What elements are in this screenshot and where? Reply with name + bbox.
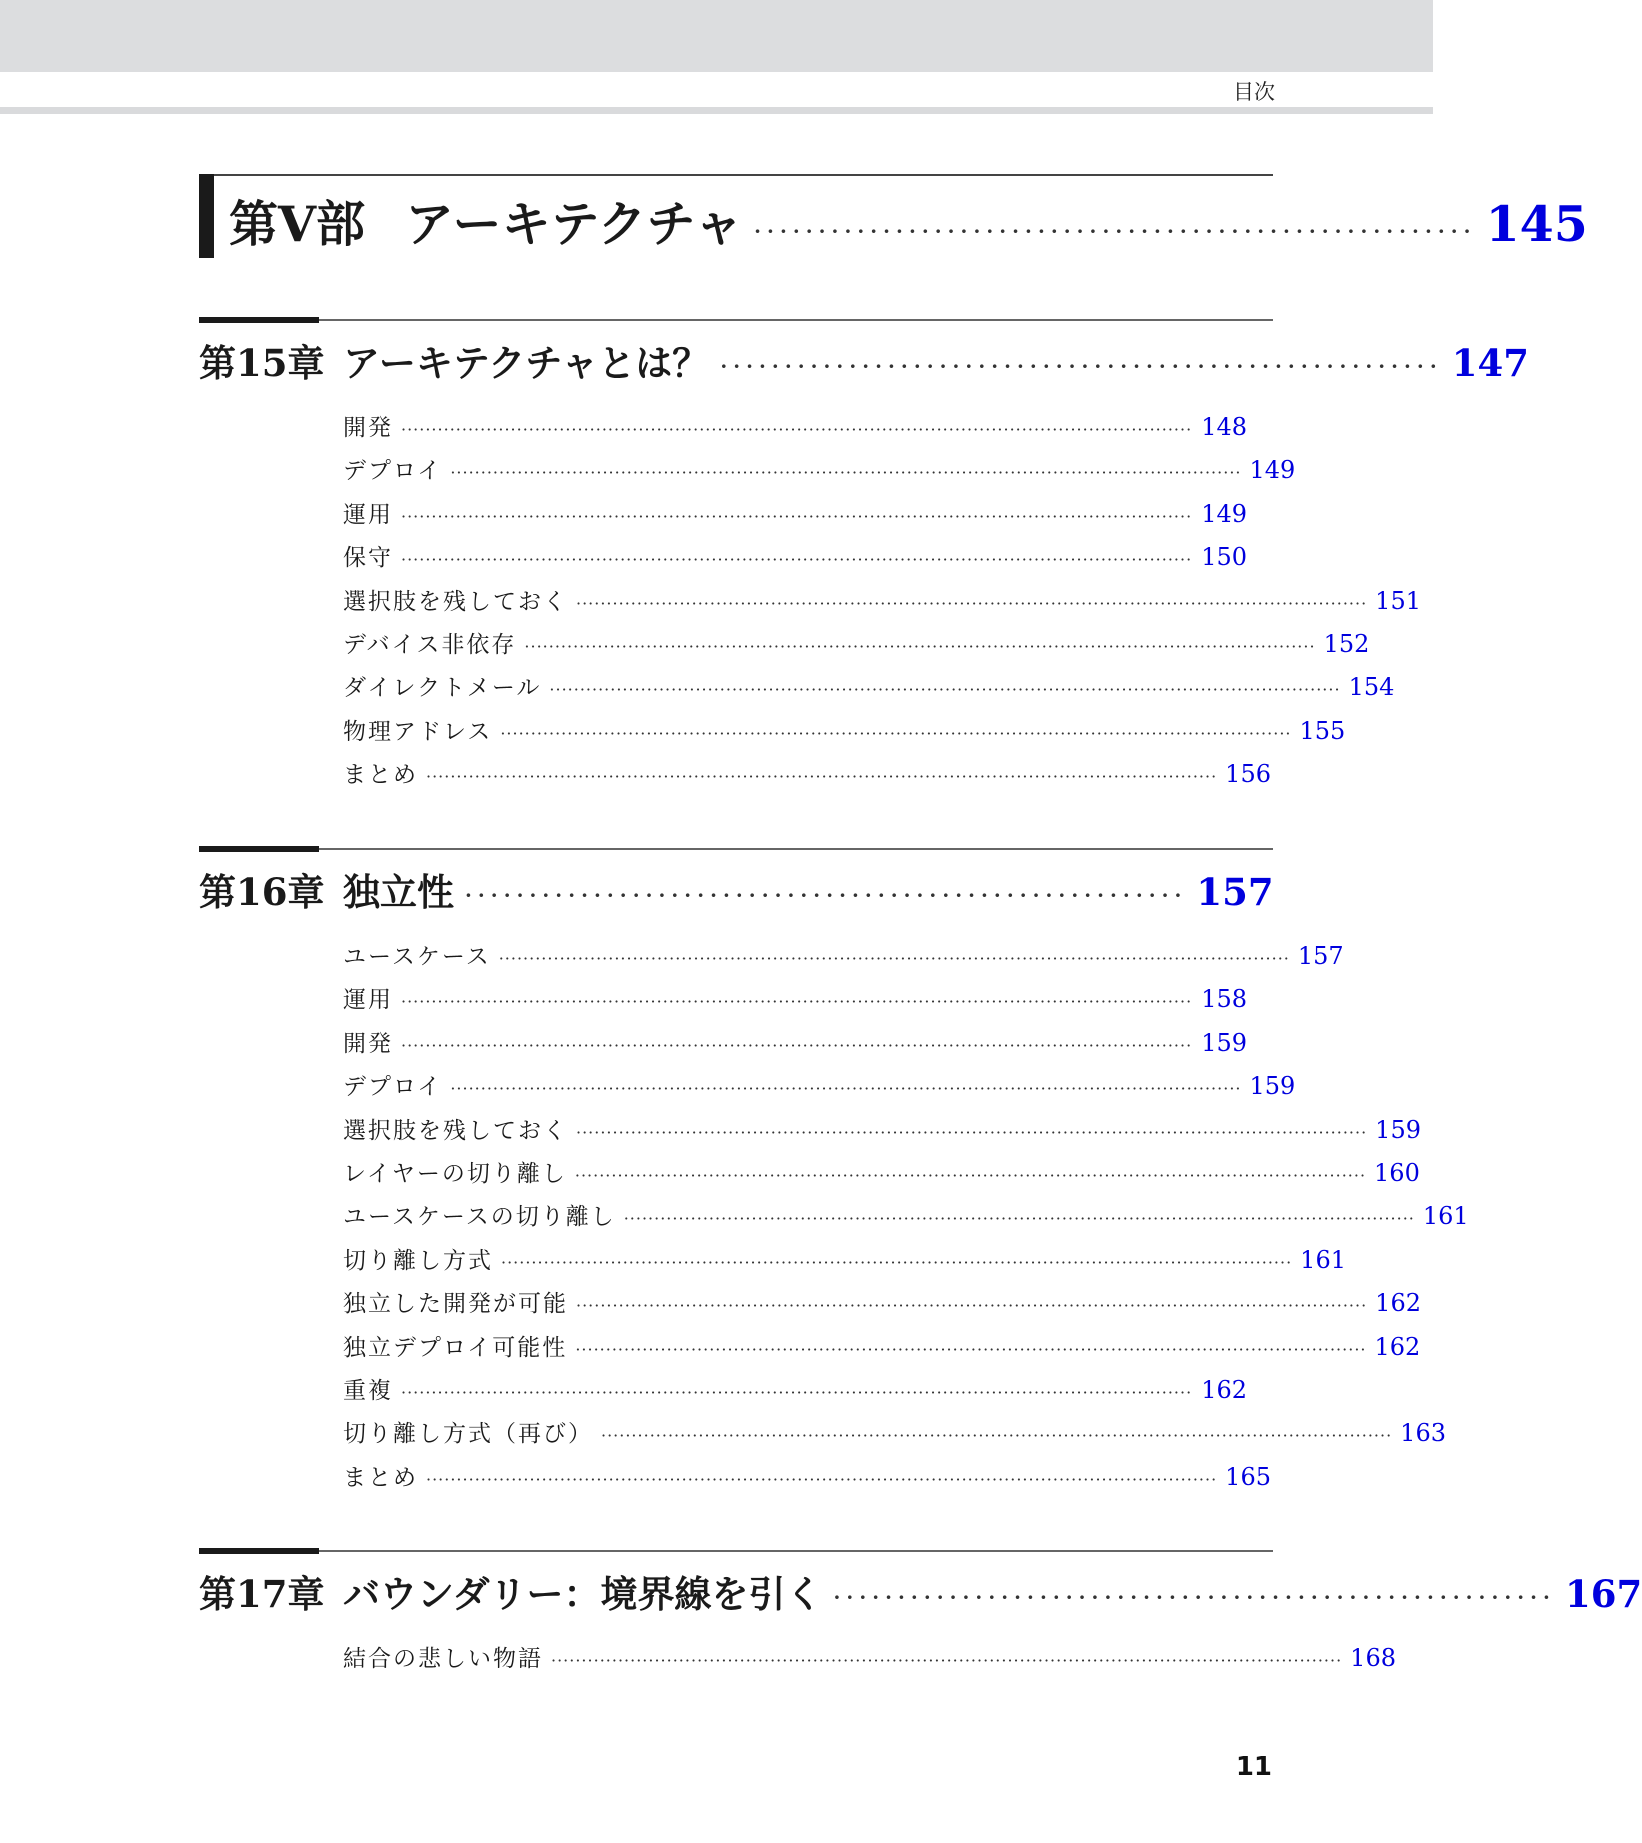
toc-entry[interactable]	[343, 1640, 1396, 1683]
chapter-rule	[199, 319, 1273, 321]
toc-entry[interactable]	[343, 1155, 1420, 1198]
part-rule	[199, 174, 1273, 176]
page-number: 11	[1235, 1752, 1272, 1782]
toc-entry[interactable]	[343, 981, 1247, 1024]
entry-page: 158	[1201, 985, 1247, 1014]
entry-page: 159	[1375, 1115, 1421, 1144]
entry-title: 重複	[343, 1377, 393, 1404]
chapter-page: 157	[1196, 870, 1274, 914]
leader-dots: ··································································································································	[601, 1426, 1393, 1446]
entry-page: 149	[1201, 499, 1247, 528]
entry-page: 155	[1299, 716, 1346, 745]
entry-page: 154	[1348, 673, 1395, 702]
leader-dots: ··································································································································	[450, 463, 1242, 483]
entry-title: 独立デプロイ可能性	[343, 1334, 568, 1361]
toc-entry[interactable]	[343, 539, 1247, 582]
entry-title: ユースケースの切り離し	[343, 1204, 616, 1231]
toc-entry[interactable]	[343, 1372, 1247, 1415]
toc-entry[interactable]	[343, 1459, 1271, 1502]
entry-page: 150	[1201, 543, 1247, 572]
entry-title: 運用	[343, 987, 393, 1014]
leader-dots: ··································································································································	[549, 680, 1341, 700]
entry-page: 162	[1374, 1332, 1421, 1361]
entry-title: デプロイ	[343, 1074, 443, 1101]
entry-title: 結合の悲しい物語	[343, 1646, 543, 1672]
entry-title: 切り離し方式（再び）	[343, 1421, 593, 1448]
part-page: 145	[1485, 195, 1588, 253]
entry-page: 159	[1201, 1028, 1247, 1057]
chapter-rule	[199, 848, 1273, 850]
entry-title: 物理アドレス	[343, 718, 493, 745]
header-rule	[0, 107, 1433, 114]
entry-page: 163	[1400, 1419, 1446, 1448]
chapter-title: アーキテクチャとは？	[343, 341, 710, 385]
entry-title: ダイレクトメール	[343, 675, 542, 702]
leader-dots: ························································	[753, 215, 1476, 248]
entry-page: 151	[1375, 586, 1421, 615]
entry-title: まとめ	[343, 762, 418, 789]
chapter-entry[interactable]	[199, 1564, 1642, 1620]
section-list	[343, 1640, 1396, 1683]
entry-title: 開発	[343, 1030, 393, 1057]
entry-title: デバイス非依存	[343, 631, 517, 658]
entry-title: 保守	[343, 545, 393, 572]
leader-dots: ··································································································································	[401, 1382, 1193, 1402]
chapter-entry[interactable]	[199, 333, 1529, 389]
toc-entry[interactable]	[343, 1415, 1446, 1458]
chapter-rule-accent	[199, 846, 319, 852]
leader-dots: ··································································································································	[524, 636, 1316, 656]
part-entry[interactable]	[229, 186, 1588, 253]
entry-page: 162	[1375, 1289, 1421, 1318]
entry-title: ユースケース	[343, 944, 491, 970]
entry-title: デプロイ	[343, 458, 443, 485]
leader-dots: ··································································································································	[576, 593, 1368, 613]
leader-dots: ··································································································································	[401, 550, 1193, 570]
top-bar	[0, 0, 1433, 72]
entry-page: 159	[1249, 1072, 1296, 1101]
leader-dots: ························································	[832, 1581, 1555, 1614]
toc-entry[interactable]	[343, 1242, 1346, 1285]
toc-entry[interactable]	[343, 1329, 1421, 1372]
entry-title: 選択肢を残しておく	[343, 1117, 568, 1144]
entry-page: 165	[1225, 1462, 1271, 1491]
entry-page: 149	[1249, 456, 1296, 485]
entry-title: まとめ	[343, 1464, 418, 1491]
toc-entry[interactable]	[343, 626, 1370, 669]
toc-entry[interactable]	[343, 1198, 1469, 1241]
entry-page: 161	[1422, 1202, 1469, 1231]
toc-entry[interactable]	[343, 1025, 1247, 1068]
entry-page: 161	[1300, 1245, 1346, 1274]
entry-title: レイヤーの切り離し	[343, 1160, 567, 1187]
entry-title: 開発	[343, 415, 393, 441]
part-bar	[199, 174, 214, 258]
toc-entry[interactable]	[343, 583, 1421, 626]
leader-dots: ························································	[464, 879, 1187, 912]
section-list	[343, 409, 1421, 800]
entry-page: 148	[1201, 413, 1247, 441]
leader-dots: ··································································································································	[498, 949, 1290, 968]
leader-dots: ··································································································································	[576, 1296, 1368, 1316]
chapter-page: 167	[1564, 1572, 1642, 1616]
chapter-number: 第16章	[199, 870, 325, 914]
chapter-title: 独立性	[343, 870, 454, 914]
entry-title: 選択肢を残しておく	[343, 588, 568, 615]
entry-page: 157	[1297, 942, 1344, 970]
leader-dots: ··································································································································	[500, 723, 1292, 743]
leader-dots: ··································································································································	[623, 1209, 1415, 1229]
chapter-number: 第15章	[199, 341, 325, 385]
chapter-rule-accent	[199, 317, 319, 323]
chapter-title: バウンダリー：境界線を引く	[343, 1572, 823, 1616]
chapter-number: 第17章	[199, 1572, 325, 1616]
chapter-rule	[199, 1550, 1273, 1552]
chapter-page: 147	[1451, 341, 1529, 385]
leader-dots: ··································································································································	[551, 1651, 1343, 1670]
leader-dots: ························································	[719, 350, 1442, 383]
leader-dots: ··································································································································	[401, 420, 1193, 439]
leader-dots: ··································································································································	[401, 1035, 1193, 1055]
chapter-rule-accent	[199, 1548, 319, 1554]
leader-dots: ··································································································································	[574, 1165, 1367, 1185]
running-header: 目次	[1233, 80, 1275, 104]
leader-dots: ··································································································································	[450, 1079, 1242, 1099]
part-number: 第V部	[229, 195, 366, 253]
toc-entry[interactable]	[343, 938, 1344, 981]
leader-dots: ··································································································································	[576, 1122, 1368, 1142]
toc-entry[interactable]	[343, 756, 1271, 799]
toc-entry[interactable]	[343, 1285, 1421, 1328]
leader-dots: ··································································································································	[575, 1339, 1367, 1359]
entry-page: 160	[1374, 1158, 1420, 1187]
toc-entry[interactable]	[343, 452, 1296, 495]
leader-dots: ··································································································································	[426, 1469, 1218, 1489]
entry-title: 運用	[343, 501, 393, 528]
part-heading	[199, 174, 1588, 258]
chapter-entry[interactable]	[199, 862, 1273, 918]
toc-entry[interactable]	[343, 1112, 1421, 1155]
entry-page: 152	[1323, 629, 1370, 658]
part-title: アーキテクチャ	[405, 195, 744, 253]
leader-dots: ··································································································································	[501, 1252, 1293, 1272]
entry-title: 独立した開発が可能	[343, 1291, 568, 1318]
toc-entry[interactable]	[343, 496, 1247, 539]
toc-entry[interactable]	[343, 669, 1395, 712]
toc-entry[interactable]	[343, 1068, 1296, 1111]
entry-page: 156	[1225, 760, 1271, 789]
entry-title: 切り離し方式	[343, 1247, 493, 1274]
entry-page: 162	[1201, 1375, 1247, 1404]
toc-entry[interactable]	[343, 713, 1346, 756]
leader-dots: ··································································································································	[401, 506, 1193, 526]
leader-dots: ··································································································································	[426, 767, 1218, 787]
leader-dots: ··································································································································	[401, 992, 1193, 1012]
toc-entry[interactable]	[343, 409, 1247, 452]
entry-page: 168	[1350, 1644, 1396, 1672]
section-list	[343, 938, 1469, 1502]
